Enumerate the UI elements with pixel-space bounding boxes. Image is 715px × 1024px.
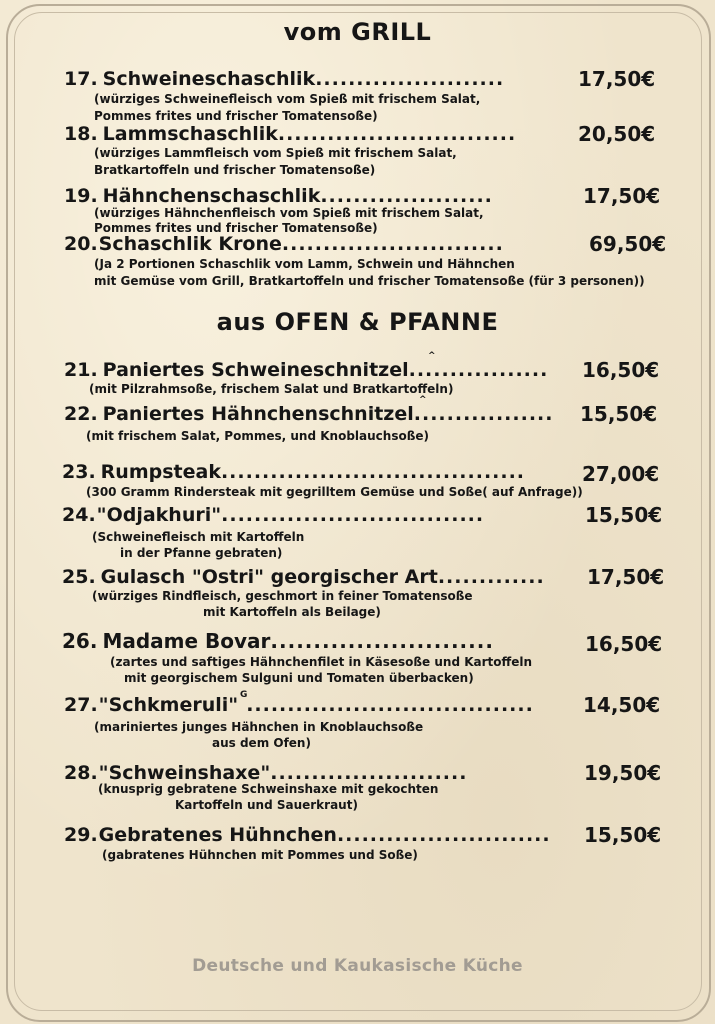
item-number: 18. (64, 123, 98, 145)
item-name-row (62, 566, 545, 588)
item-description-line-1: (zartes und saftiges Hähnchenfilet in Käsesoße und Kartoffeln (110, 655, 533, 669)
item-name: Schaschlik Krone (98, 233, 282, 255)
footer-tagline: Deutsche und Kaukasische Küche (192, 956, 523, 976)
leader-dots: ............. (437, 566, 545, 588)
item-number: 29. (64, 824, 98, 846)
item-name: Hähnchenschaschlik (102, 185, 321, 207)
item-number: 24. (62, 504, 96, 526)
item-name-row (64, 233, 504, 255)
item-description-line-2: aus dem Ofen) (212, 736, 311, 750)
item-description-line-2: mit georgischem Sulguni und Tomaten überbacken) (124, 671, 474, 685)
item-description-line-2: Pommes frites und frischer Tomatensoße) (94, 221, 378, 235)
allergen-mark: ^ (428, 351, 436, 361)
item-name: "Odjakhuri" (96, 504, 222, 526)
item-description-line-2: in der Pfanne gebraten) (120, 546, 283, 560)
item-price: 15,50€ (584, 823, 662, 847)
item-price: 27,00€ (582, 462, 660, 486)
leader-dots: .......................... (336, 824, 551, 846)
section-title-ofen-pfanne: aus OFEN & PFANNE (216, 308, 499, 336)
item-name-row (64, 185, 493, 207)
item-price: 17,50€ (578, 67, 656, 91)
item-name: Gebratenes Hühnchen (98, 824, 337, 846)
section-title-grill: vom GRILL (283, 18, 432, 46)
item-description-line-1: (mariniertes junges Hähnchen in Knoblauchsoße (94, 720, 424, 734)
item-description-line-2: mit Kartoffeln als Beilage) (203, 605, 381, 619)
leader-dots: ........................... (281, 233, 504, 255)
item-number: 22. (64, 403, 98, 425)
item-description-line-2: mit Gemüse vom Grill, Bratkartoffeln und frischer Tomatensoße (für 3 personen)) (94, 274, 645, 288)
item-description-line-2: Bratkartoffeln und frischer Tomatensoße) (94, 163, 376, 177)
item-name: "Schkmeruli" (98, 694, 239, 716)
item-name-row (64, 359, 548, 381)
leader-dots: .......................... (270, 629, 494, 653)
item-price: 69,50€ (589, 232, 667, 256)
item-description-line-1: (mit frischem Salat, Pommes, und Knoblauchsoße) (86, 429, 429, 443)
item-description-line-1: (gabratenes Hühnchen mit Pommes und Soße) (102, 848, 418, 862)
leader-dots: ....................... (315, 68, 505, 90)
item-name: Lammschaschlik (102, 123, 278, 145)
leader-dots: ..................................... (220, 461, 526, 483)
item-number: 23. (62, 461, 96, 483)
item-name-row (64, 824, 551, 846)
item-number: 17. (64, 68, 98, 90)
leader-dots: ........................ (270, 762, 468, 784)
item-price: 17,50€ (583, 184, 661, 208)
item-price: 15,50€ (580, 402, 658, 426)
leader-dots: ................. (413, 403, 554, 425)
item-number: 20. (64, 233, 98, 255)
item-number: 19. (64, 185, 98, 207)
item-name-row (62, 461, 525, 483)
item-name: Rumpsteak (100, 461, 221, 483)
allergen-mark: ^ (419, 395, 427, 405)
leader-dots: ..................... (320, 185, 493, 207)
item-name-row (62, 630, 494, 652)
item-name: Schweineschaschlik (102, 68, 316, 90)
item-name-row (64, 68, 504, 90)
item-description-line-1: (würziges Lammfleisch vom Spieß mit frischem Salat, (94, 146, 457, 160)
item-number: 26. (62, 629, 98, 653)
item-price: 16,50€ (582, 358, 660, 382)
item-name-row (64, 403, 553, 425)
item-name: Paniertes Schweineschnitzel (102, 359, 409, 381)
item-number: 21. (64, 359, 98, 381)
item-number: 25. (62, 566, 96, 588)
item-name-row (62, 504, 484, 526)
item-description-line-2: Pommes frites und frischer Tomatensoße) (94, 109, 378, 123)
item-number: 28. (64, 762, 98, 784)
allergen-mark: G (240, 690, 248, 700)
leader-dots: ............................. (277, 123, 517, 145)
item-price: 14,50€ (583, 693, 661, 717)
leader-dots: ................. (408, 359, 549, 381)
item-description-line-1: (mit Pilzrahmsoße, frischem Salat und Bratkartoffeln) (89, 382, 454, 396)
leader-dots: ................................ (221, 504, 485, 526)
item-name: Madame Bovar (102, 629, 271, 653)
item-description-line-1: (würziges Hähnchenfleisch vom Spieß mit frischem Salat, (94, 206, 484, 220)
item-name-row (64, 694, 534, 716)
item-description-line-1: (Ja 2 Portionen Schaschlik vom Lamm, Schwein und Hähnchen (94, 257, 515, 271)
item-price: 17,50€ (587, 565, 665, 589)
item-name: "Schweinshaxe" (98, 762, 271, 784)
item-price: 19,50€ (584, 761, 662, 785)
item-price: 15,50€ (585, 503, 663, 527)
item-number: 27. (64, 694, 98, 716)
item-description-line-1: (würziges Rindfleisch, geschmort in feiner Tomatensoße (92, 589, 473, 603)
item-name: Gulasch "Ostri" georgischer Art (100, 566, 438, 588)
item-description-line-1: (Schweinefleisch mit Kartoffeln (92, 530, 305, 544)
item-description-line-1: (knusprig gebratene Schweinshaxe mit gekochten (98, 782, 439, 796)
item-description-line-1: (300 Gramm Rindersteak mit gegrilltem Gemüse und Soße( auf Anfrage)) (86, 485, 583, 499)
item-price: 16,50€ (585, 632, 663, 656)
item-price: 20,50€ (578, 122, 656, 146)
leader-dots: ................................... (246, 694, 534, 716)
item-description-line-2: Kartoffeln und Sauerkraut) (175, 798, 358, 812)
item-name-row (64, 123, 516, 145)
item-description-line-1: (würziges Schweinefleisch vom Spieß mit frischem Salat, (94, 92, 481, 106)
item-name: Paniertes Hähnchenschnitzel (102, 403, 414, 425)
